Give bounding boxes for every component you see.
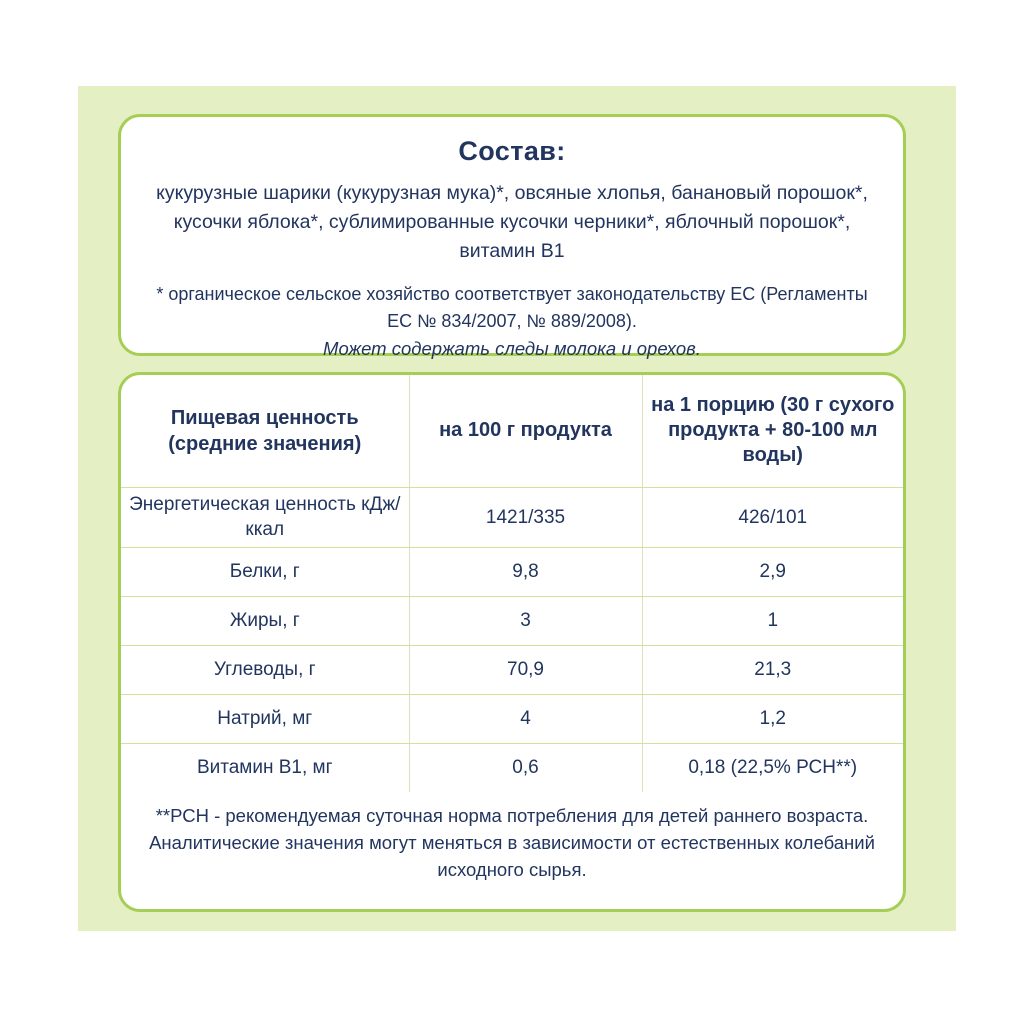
nutrient-value-per-portion: 0,18 (22,5% РСН**): [688, 757, 858, 779]
nutrient-value-per-portion: 1: [642, 596, 903, 645]
nutrient-value-per-portion: 21,3: [642, 645, 903, 694]
table-row: [121, 743, 903, 792]
nutrient-value-per-100g: 0,6: [409, 743, 642, 792]
nutrition-table-header: [121, 375, 903, 487]
nutrition-facts-card: [118, 372, 906, 912]
allergen-traces-note: Может содержать следы молока и орехов.: [323, 338, 701, 359]
nutrient-name: Витамин B1, мг: [121, 743, 409, 792]
table-header-row: [121, 375, 903, 487]
table-row: [121, 596, 903, 645]
nutrition-table: [121, 375, 903, 792]
nutrient-name: Жиры, г: [121, 596, 409, 645]
nutrient-value-per-portion: 426/101: [642, 487, 903, 547]
organic-certification-note: * органическое сельское хозяйство соответствует законодательству ЕС (Регламенты ЕС № 834/2007, № 889/2008).: [156, 284, 868, 331]
table-row: [121, 547, 903, 596]
composition-title: Состав:: [458, 136, 566, 166]
nutrient-value-per-100g: 9,8: [409, 547, 642, 596]
nutrient-value-per-100g: 1421/335: [409, 487, 642, 547]
ingredients-list: кукурузные шарики (кукурузная мука)*, овсяные хлопья, банановый порошок*, кусочки яблока*, сублимированные кусочки черники*, яблочный порошок*, витамин B1: [156, 182, 868, 262]
table-row: [121, 487, 903, 547]
nutrient-value-per-100g: 4: [409, 694, 642, 743]
nutrient-name: Энергетическая ценность кДж/ккал: [121, 487, 409, 547]
nutrient-value-per-100g: 70,9: [409, 645, 642, 694]
nutrition-footnote: **РСН - рекомендуемая суточная норма потребления для детей раннего возраста. Аналитические значения могут меняться в зависимости от естественных колебаний исходного сырья.: [149, 805, 875, 880]
column-header-nutrient: Пищевая ценность (средние значения): [121, 375, 409, 487]
nutrient-name: Углеводы, г: [121, 645, 409, 694]
ingredients-card: [118, 114, 906, 359]
table-row: [121, 645, 903, 694]
nutrient-value-per-portion: 1,2: [642, 694, 903, 743]
nutrition-table-body: [121, 487, 903, 792]
nutrient-value-per-portion: 2,9: [642, 547, 903, 596]
nutrient-value-per-100g: 3: [409, 596, 642, 645]
column-header-per-100g: на 100 г продукта: [409, 375, 642, 487]
nutrient-name: Натрий, мг: [121, 694, 409, 743]
column-header-per-portion: на 1 порцию (30 г сухого продукта + 80-100 мл воды): [642, 375, 903, 487]
table-row: [121, 694, 903, 743]
nutrient-name: Белки, г: [121, 547, 409, 596]
